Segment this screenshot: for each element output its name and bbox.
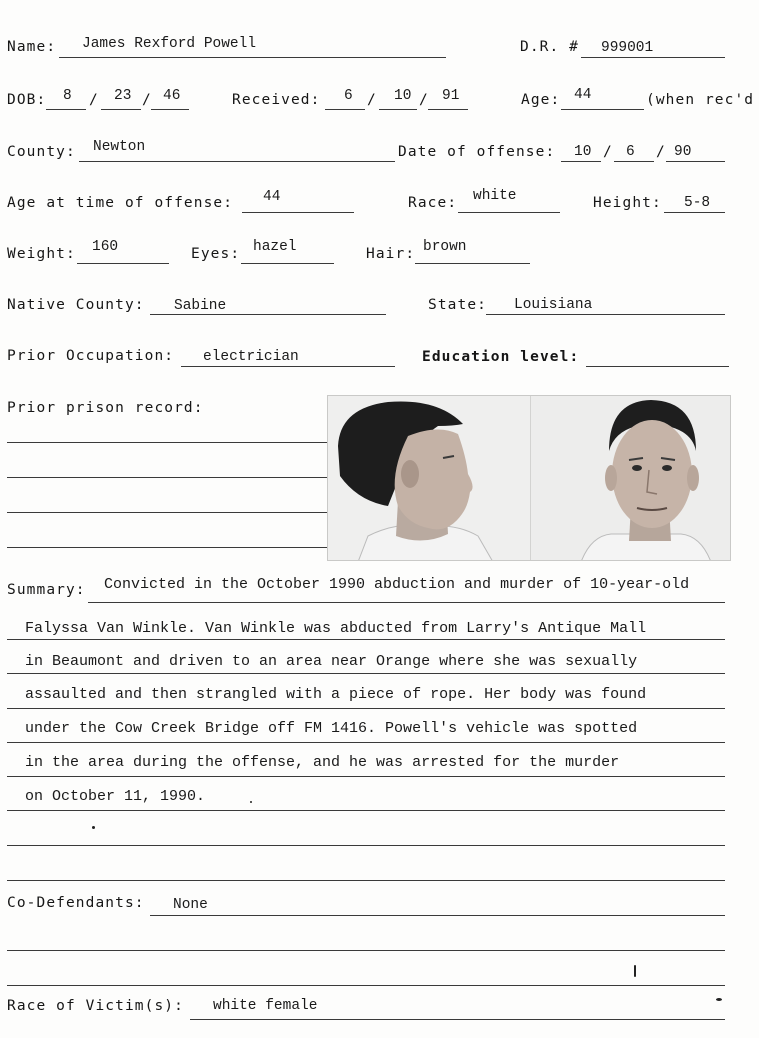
dr-value: 999001 — [601, 40, 654, 56]
age-at-offense-underline — [242, 212, 354, 213]
age-at-offense-label: Age at time of offense: — [7, 195, 234, 211]
age-value: 44 — [574, 87, 592, 103]
state-underline — [486, 314, 725, 315]
summary-line-4: assaulted and then strangled with a piece of rope. Her body was found — [25, 686, 647, 703]
age-note: (when rec'd — [646, 92, 755, 108]
scan-speck — [250, 801, 252, 803]
dob-label: DOB: — [7, 92, 47, 108]
name-underline — [59, 57, 446, 58]
co-defendants-value: None — [173, 897, 208, 913]
offense-day-underline — [614, 161, 654, 162]
education-label: Education level: — [422, 349, 580, 365]
weight-label: Weight: — [7, 246, 76, 262]
eyes-underline — [241, 263, 334, 264]
summary-line-2: Falyssa Van Winkle. Van Winkle was abducted from Larry's Antique Mall — [25, 620, 647, 637]
prior-record-line-3 — [7, 512, 327, 513]
summary-underline-2 — [7, 639, 725, 640]
age-label: Age: — [521, 92, 561, 108]
prior-record-line-4 — [7, 547, 327, 548]
scan-speck — [634, 965, 636, 977]
race-underline — [458, 212, 560, 213]
summary-underline-5 — [7, 742, 725, 743]
mugshot-profile — [328, 396, 530, 561]
summary-line-5: under the Cow Creek Bridge off FM 1416. Powell's vehicle was spotted — [25, 720, 638, 737]
summary-line-6: in the area during the offense, and he was arrested for the murder — [25, 754, 620, 771]
dob-slash-1: / — [89, 92, 99, 108]
offense-date-label: Date of offense: — [398, 144, 556, 160]
native-county-value: Sabine — [174, 298, 227, 314]
summary-line-7: on October 11, 1990. — [25, 788, 206, 805]
hair-label: Hair: — [366, 246, 416, 262]
summary-underline-3 — [7, 673, 725, 674]
hair-value: brown — [423, 239, 467, 255]
name-value: James Rexford Powell — [82, 36, 257, 52]
state-value: Louisiana — [514, 297, 593, 313]
dob-slash-2: / — [142, 92, 152, 108]
weight-value: 160 — [92, 239, 119, 255]
received-year: 91 — [442, 88, 460, 104]
summary-underline-1 — [88, 602, 725, 603]
dob-month-underline — [46, 109, 86, 110]
offense-slash-2: / — [656, 144, 666, 160]
received-day: 10 — [394, 88, 412, 104]
offense-date-day: 6 — [626, 144, 635, 160]
summary-label: Summary: — [7, 582, 86, 598]
co-defendants-line-2 — [7, 950, 725, 951]
offense-month-underline — [561, 161, 601, 162]
scan-speck — [716, 998, 722, 1001]
prior-record-line-1 — [7, 442, 327, 443]
prior-record-line-2 — [7, 477, 327, 478]
county-underline — [79, 161, 395, 162]
name-label: Name: — [7, 39, 57, 55]
victim-race-value: white female — [213, 998, 318, 1014]
native-county-underline — [150, 314, 386, 315]
offense-slash-1: / — [603, 144, 613, 160]
height-underline — [664, 212, 725, 213]
height-value: 5-8 — [684, 195, 711, 211]
eyes-label: Eyes: — [191, 246, 241, 262]
dob-month: 8 — [63, 88, 72, 104]
co-defendants-line-3 — [7, 985, 725, 986]
offense-date-year: 90 — [674, 144, 692, 160]
mugshot-front — [531, 396, 731, 561]
victim-race-underline — [190, 1019, 725, 1020]
state-label: State: — [428, 297, 487, 313]
education-underline — [586, 366, 729, 367]
received-slash-2: / — [419, 92, 429, 108]
summary-underline-4 — [7, 708, 725, 709]
offense-date-month: 10 — [574, 144, 592, 160]
dr-underline — [581, 57, 725, 58]
received-label: Received: — [232, 92, 321, 108]
summary-line-1: Convicted in the October 1990 abduction and murder of 10-year-old — [104, 576, 690, 593]
race-value: white — [473, 188, 517, 204]
summary-underline-8 — [7, 845, 725, 846]
summary-line-3: in Beaumont and driven to an area near Orange where she was sexually — [25, 653, 638, 670]
summary-underline-6 — [7, 776, 725, 777]
co-defendants-label: Co-Defendants: — [7, 895, 145, 911]
dob-day-underline — [101, 109, 141, 110]
weight-underline — [77, 263, 169, 264]
victim-race-label: Race of Victim(s): — [7, 998, 184, 1014]
co-defendants-underline — [150, 915, 725, 916]
eyes-value: hazel — [253, 239, 297, 255]
mugshot-photo — [327, 395, 731, 561]
county-label: County: — [7, 144, 76, 160]
dob-year: 46 — [163, 88, 181, 104]
age-at-offense-value: 44 — [263, 189, 281, 205]
race-label: Race: — [408, 195, 458, 211]
hair-underline — [415, 263, 530, 264]
scan-speck — [92, 826, 95, 829]
received-month: 6 — [344, 88, 353, 104]
received-slash-1: / — [367, 92, 377, 108]
summary-underline-9 — [7, 880, 725, 881]
age-underline — [561, 109, 644, 110]
received-month-underline — [325, 109, 365, 110]
height-label: Height: — [593, 195, 662, 211]
dob-year-underline — [151, 109, 189, 110]
summary-underline-7 — [7, 810, 725, 811]
prior-occupation-value: electrician — [203, 349, 299, 365]
prior-record-label: Prior prison record: — [7, 400, 204, 416]
native-county-label: Native County: — [7, 297, 145, 313]
received-day-underline — [379, 109, 417, 110]
received-year-underline — [428, 109, 468, 110]
dr-label: D.R. # — [520, 39, 579, 55]
prior-occupation-label: Prior Occupation: — [7, 348, 175, 364]
dob-day: 23 — [114, 88, 132, 104]
county-value: Newton — [93, 139, 146, 155]
offense-year-underline — [666, 161, 725, 162]
prior-occupation-underline — [181, 366, 395, 367]
